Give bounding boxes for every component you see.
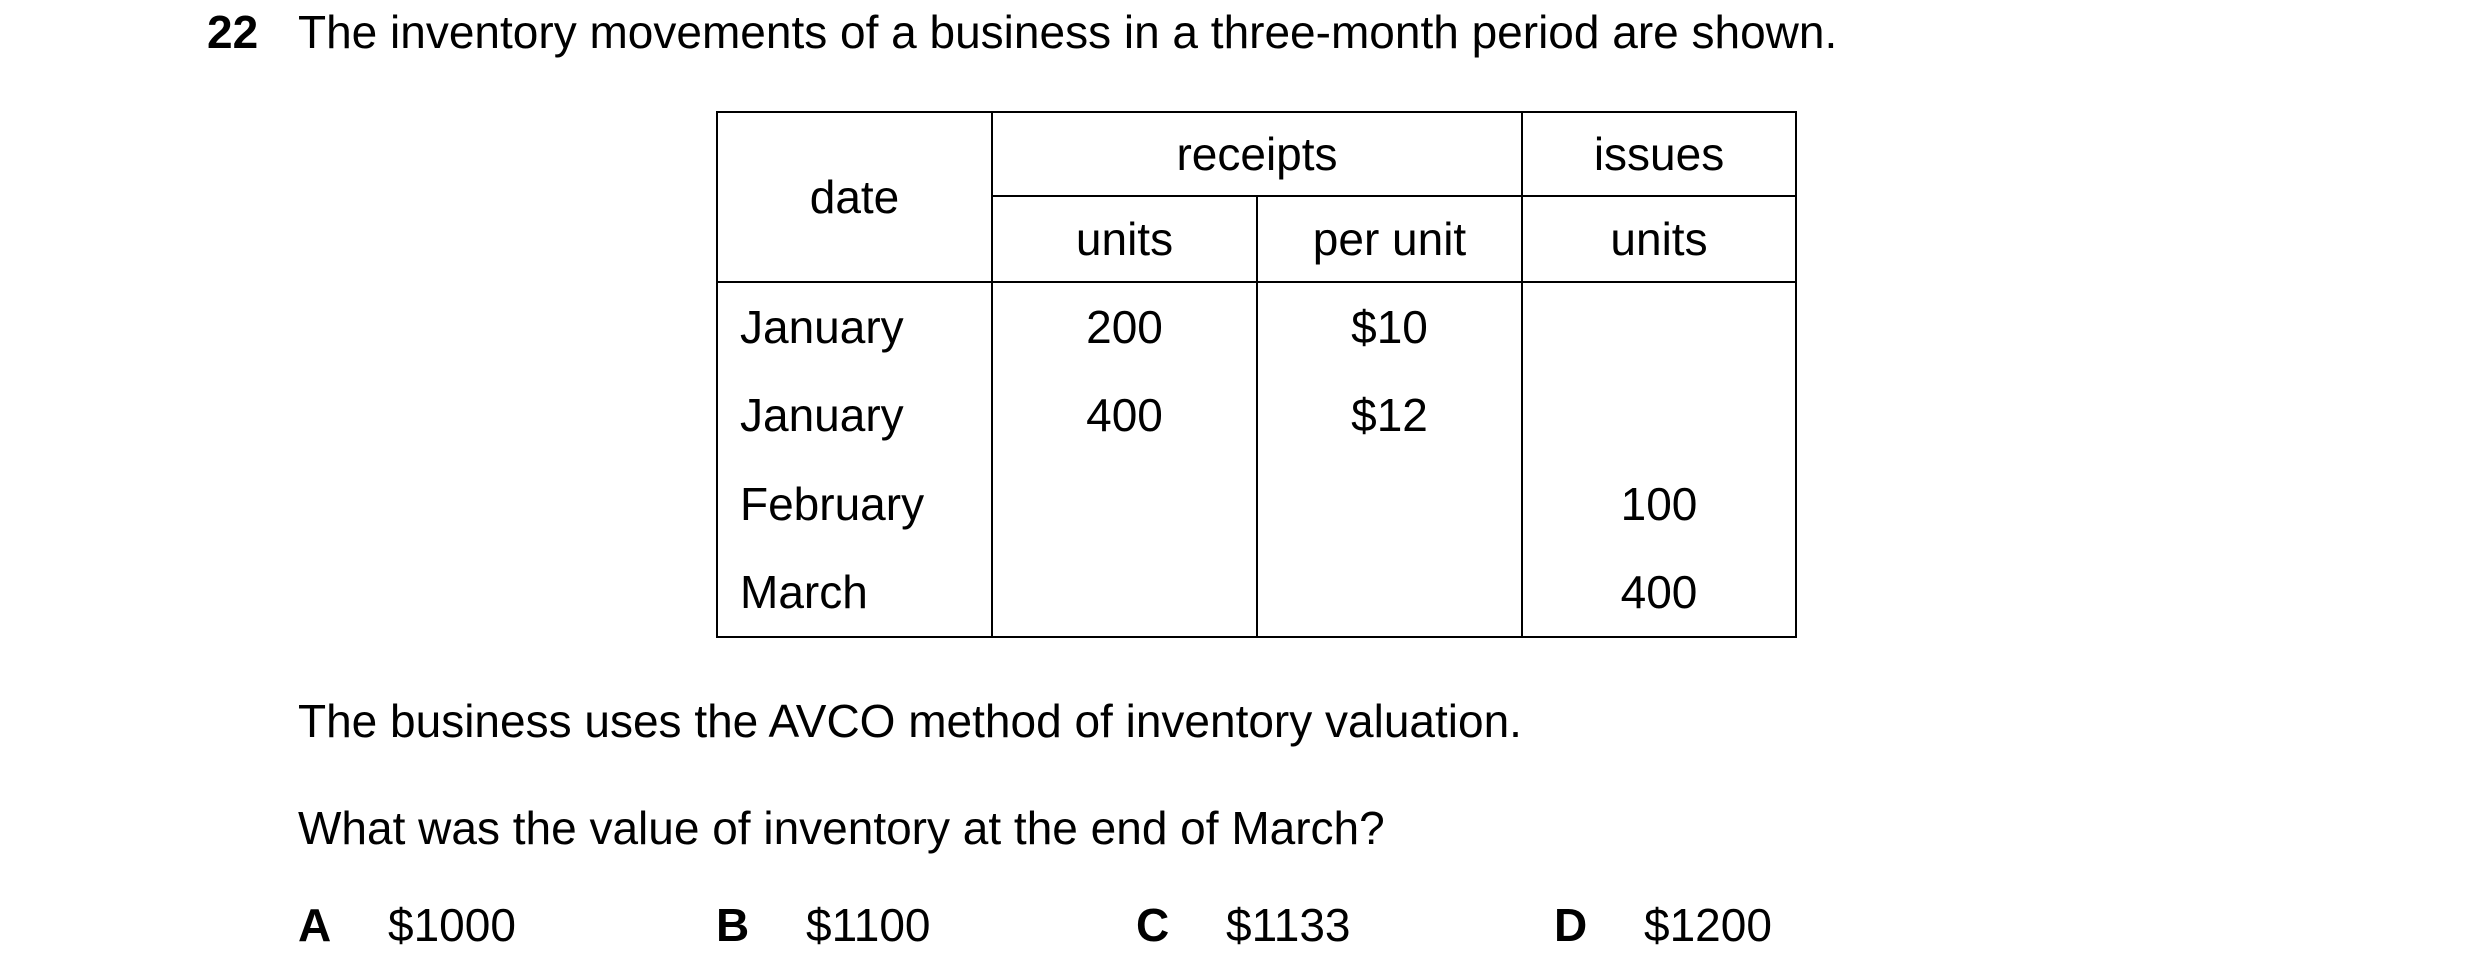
row-date: January bbox=[717, 371, 992, 459]
row-per-unit bbox=[1257, 459, 1522, 547]
row-issue-units bbox=[1522, 371, 1796, 459]
row-issue-units bbox=[1522, 282, 1796, 371]
table-row bbox=[717, 548, 1796, 637]
inventory-table bbox=[716, 111, 1797, 638]
method-statement: The business uses the AVCO method of inventory valuation. bbox=[298, 695, 1522, 747]
option-b[interactable] bbox=[716, 893, 931, 957]
question-number: 22 bbox=[207, 6, 259, 58]
header-receipts-units: units bbox=[992, 196, 1257, 282]
option-letter: C bbox=[1136, 899, 1170, 951]
option-letter: A bbox=[298, 899, 332, 951]
row-per-unit: $12 bbox=[1257, 371, 1522, 459]
row-receipt-units bbox=[992, 459, 1257, 547]
row-per-unit: $10 bbox=[1257, 282, 1522, 371]
option-letter: D bbox=[1554, 899, 1588, 951]
option-value: $1000 bbox=[388, 899, 516, 951]
row-receipt-units: 200 bbox=[992, 282, 1257, 371]
option-value: $1133 bbox=[1226, 899, 1351, 951]
option-a[interactable] bbox=[298, 893, 516, 957]
row-issue-units: 100 bbox=[1522, 459, 1796, 547]
header-receipts-per-unit: per unit bbox=[1257, 196, 1522, 282]
option-value: $1100 bbox=[806, 899, 931, 951]
row-date: February bbox=[717, 459, 992, 547]
option-letter: B bbox=[716, 899, 750, 951]
row-date: March bbox=[717, 548, 992, 637]
table-row bbox=[717, 371, 1796, 459]
answer-options bbox=[298, 893, 1898, 957]
question-stem: The inventory movements of a business in a three-month period are shown. bbox=[298, 6, 1838, 58]
option-d[interactable] bbox=[1554, 893, 1772, 957]
header-issues-units: units bbox=[1522, 196, 1796, 282]
table-row bbox=[717, 282, 1796, 371]
header-issues: issues bbox=[1522, 112, 1796, 196]
table-row bbox=[717, 459, 1796, 547]
header-receipts: receipts bbox=[992, 112, 1522, 196]
row-receipt-units: 400 bbox=[992, 371, 1257, 459]
row-receipt-units bbox=[992, 548, 1257, 637]
row-per-unit bbox=[1257, 548, 1522, 637]
row-date: January bbox=[717, 282, 992, 371]
row-issue-units: 400 bbox=[1522, 548, 1796, 637]
option-value: $1200 bbox=[1644, 899, 1772, 951]
option-c[interactable] bbox=[1136, 893, 1351, 957]
question-prompt: What was the value of inventory at the end of March? bbox=[298, 802, 1385, 854]
header-date: date bbox=[717, 112, 992, 282]
